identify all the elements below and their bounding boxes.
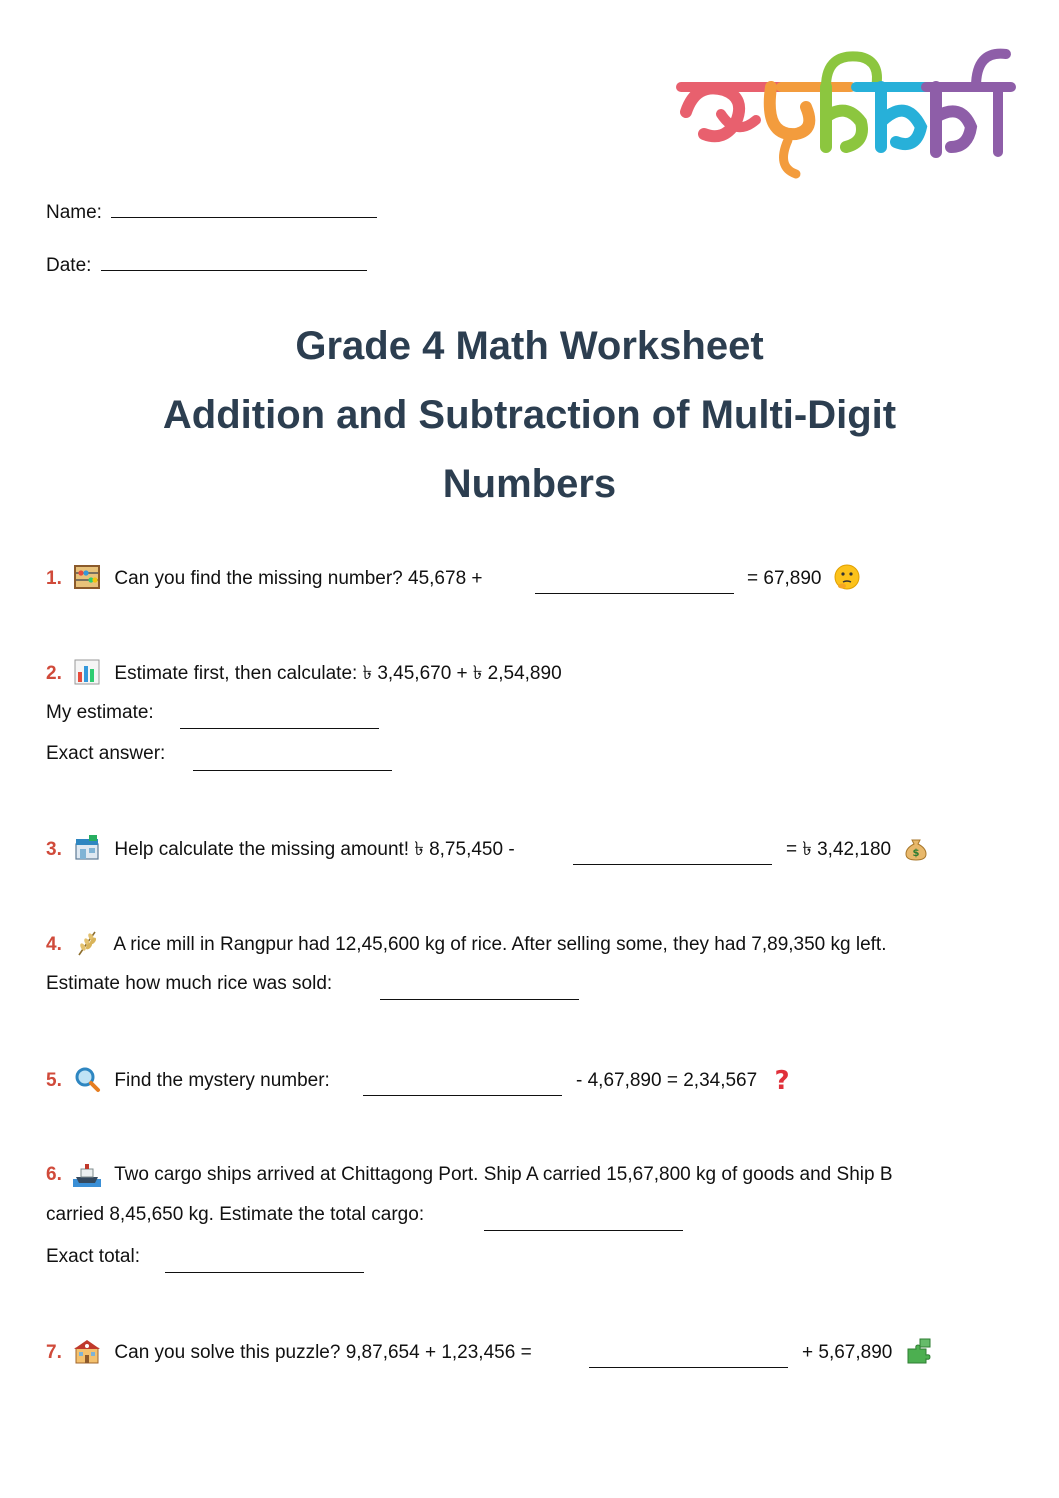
exact-total-label: Exact total: <box>46 1246 140 1267</box>
name-input-line[interactable] <box>111 217 377 218</box>
question-4 <box>46 929 887 957</box>
ship-icon <box>73 1159 101 1187</box>
title-line-3: Numbers <box>442 462 617 506</box>
magnifier-icon <box>73 1065 101 1093</box>
question-text-continued: carried 8,45,650 kg. Estimate the total cargo: <box>46 1204 425 1225</box>
exact-row <box>46 743 165 765</box>
question-3-result <box>786 834 930 867</box>
exact-total-row <box>46 1246 140 1268</box>
estimate-answer-line-q6[interactable] <box>484 1230 683 1231</box>
question-1 <box>46 563 483 591</box>
question-number: 3. <box>46 839 62 860</box>
question-7-result <box>802 1337 932 1365</box>
question-text: Help calculate the missing amount! ৳ 8,75,450 - <box>114 839 515 860</box>
question-3 <box>46 834 515 867</box>
question-text: Estimate first, then calculate: ৳ 3,45,670 + ৳ 2,54,890 <box>114 663 562 684</box>
question-2 <box>46 658 562 691</box>
result-text: + 5,67,890 <box>802 1342 893 1363</box>
result-text: - 4,67,890 = 2,34,567 <box>576 1070 758 1091</box>
answer-line-q7[interactable] <box>589 1367 788 1368</box>
svg-text:?: ? <box>774 1066 791 1093</box>
question-text: Can you find the missing number? 45,678 + <box>114 568 483 589</box>
date-input-line[interactable] <box>101 270 367 271</box>
question-number: 6. <box>46 1164 62 1185</box>
question-number: 1. <box>46 568 62 589</box>
question-6 <box>46 1159 893 1187</box>
question-number: 5. <box>46 1070 62 1091</box>
worksheet-title <box>0 312 1059 519</box>
name-label: Name: <box>46 202 102 223</box>
result-text: = 67,890 <box>747 568 822 589</box>
money-bag-icon <box>902 834 930 862</box>
rice-icon <box>73 929 101 957</box>
abacus-icon <box>73 563 101 591</box>
date-label: Date: <box>46 255 92 276</box>
question-7 <box>46 1337 532 1365</box>
question-number: 4. <box>46 934 62 955</box>
answer-line-q5[interactable] <box>363 1095 562 1096</box>
date-field <box>46 255 367 277</box>
question-mark-icon <box>768 1065 796 1093</box>
question-text: Find the mystery number: <box>114 1070 330 1091</box>
question-5 <box>46 1065 330 1093</box>
answer-line-q3[interactable] <box>573 864 772 865</box>
question-number: 7. <box>46 1342 62 1363</box>
puzzle-icon <box>904 1337 932 1365</box>
question-5-result <box>576 1065 796 1093</box>
title-line-1: Grade 4 Math Worksheet <box>295 324 764 368</box>
question-1-result <box>747 563 861 591</box>
bar-chart-icon <box>73 658 101 686</box>
title-line-2: Addition and Subtraction of Multi-Digit <box>162 393 897 437</box>
answer-line-q1[interactable] <box>535 593 734 594</box>
question-6-line-2 <box>46 1204 424 1226</box>
estimate-label: My estimate: <box>46 702 154 723</box>
exact-total-answer-line[interactable] <box>165 1272 364 1273</box>
answer-line-q4[interactable] <box>380 999 579 1000</box>
question-4-line-2 <box>46 973 332 995</box>
question-number: 2. <box>46 663 62 684</box>
question-text: A rice mill in Rangpur had 12,45,600 kg of rice. After selling some, they had 7,89,350 kg left. <box>113 934 887 955</box>
store-icon <box>73 834 101 862</box>
estimate-answer-line[interactable] <box>180 728 379 729</box>
estimate-row <box>46 702 154 724</box>
brand-logo <box>676 42 1016 182</box>
question-text: Can you solve this puzzle? 9,87,654 + 1,23,456 = <box>114 1342 532 1363</box>
svg-text:$: $ <box>912 848 920 859</box>
exact-label: Exact answer: <box>46 743 166 764</box>
school-icon <box>73 1337 101 1365</box>
exact-answer-line[interactable] <box>193 770 392 771</box>
result-text: = ৳ 3,42,180 <box>786 839 892 860</box>
question-text: Two cargo ships arrived at Chittagong Port. Ship A carried 15,67,800 kg of goods and Ship B <box>114 1164 893 1185</box>
name-field <box>46 202 377 224</box>
thinking-face-icon <box>833 563 861 591</box>
question-text-continued: Estimate how much rice was sold: <box>46 973 333 994</box>
